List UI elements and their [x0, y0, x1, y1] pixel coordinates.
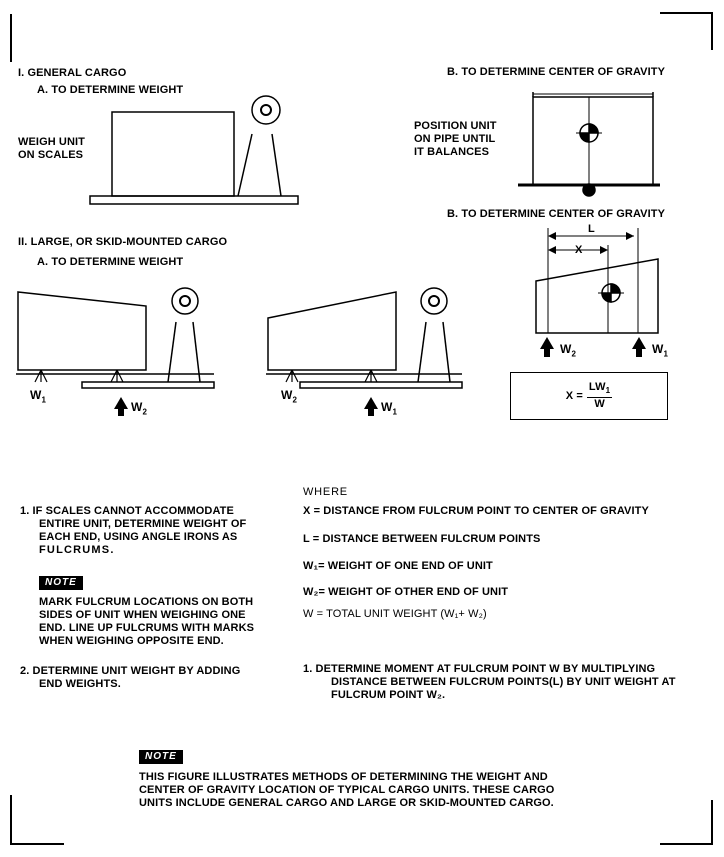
skid-cargo-cog-subheading: B. TO DETERMINE CENTER OF GRAVITY [447, 208, 666, 220]
step1-line2: ENTIRE UNIT, DETERMINE WEIGHT OF [39, 518, 247, 530]
general-cargo-cog-figure [518, 92, 660, 196]
weigh-unit-label-line2: ON SCALES [18, 149, 84, 161]
general-cargo-heading: I. GENERAL CARGO [18, 67, 127, 79]
w-definition: W = TOTAL UNIT WEIGHT (W₁+ W₂) [303, 608, 487, 620]
bottom-note-line1: THIS FIGURE ILLUSTRATES METHODS OF DETERMINING THE WEIGHT AND [139, 771, 548, 783]
w2-label-left-figure: $W_2$ [131, 400, 147, 417]
note1-line4: WHEN WEIGHING OPPOSITE END. [39, 635, 224, 647]
w1-label-cog-figure: $W_1$ [652, 342, 668, 359]
w2-label-cog-figure: $W_2$ [560, 342, 576, 359]
note-badge-2: NOTE [139, 750, 183, 764]
formula-fraction [587, 381, 612, 411]
position-unit-label-line3: IT BALANCES [414, 146, 490, 158]
bottom-note-line2: CENTER OF GRAVITY LOCATION OF TYPICAL CARGO UNITS. THESE CARGO [139, 784, 555, 796]
cog-formula-box [510, 372, 668, 420]
general-cargo-cog-subheading: B. TO DETERMINE CENTER OF GRAVITY [447, 66, 666, 78]
w1-definition: W₁= WEIGHT OF ONE END OF UNIT [303, 560, 493, 572]
dimension-X-label: X [575, 244, 583, 256]
step1-line3: EACH END, USING ANGLE IRONS AS [39, 531, 238, 543]
position-unit-label-line1: POSITION UNIT [414, 120, 497, 132]
moment-line2: DISTANCE BETWEEN FULCRUM POINTS(L) BY UNIT WEIGHT AT [331, 676, 676, 688]
w2-label-right-figure: $W_2$ [281, 388, 297, 405]
skid-cargo-weight-subheading: A. TO DETERMINE WEIGHT [37, 256, 184, 268]
weigh-unit-label-line1: WEIGH UNIT [18, 136, 85, 148]
formula-numerator: $LW_1$ [587, 381, 612, 398]
step2-line2: END WEIGHTS. [39, 678, 121, 690]
step2-line1: 2. DETERMINE UNIT WEIGHT BY ADDING [20, 665, 241, 677]
w1-label-left-figure: $W_1$ [30, 388, 46, 405]
step1-line4: FULCRUMS. [39, 544, 115, 556]
w1-label-right-figure: $W_1$ [381, 400, 397, 417]
position-unit-label-line2: ON PIPE UNTIL [414, 133, 496, 145]
moment-line3: FULCRUM POINT W₂. [331, 689, 446, 701]
skid-cargo-weigh-left-figure [16, 288, 214, 388]
skid-cargo-weigh-right-figure [266, 288, 462, 388]
note-badge-1: NOTE [39, 576, 83, 590]
note1-line2: SIDES OF UNIT WHEN WEIGHING ONE [39, 609, 246, 621]
formula-denominator: W [594, 398, 605, 411]
bottom-note-line3: UNITS INCLUDE GENERAL CARGO AND LARGE OR SKID-MOUNTED CARGO. [139, 797, 554, 809]
dimension-L-label: L [588, 223, 595, 235]
general-cargo-weigh-figure [90, 96, 298, 204]
x-definition: X = DISTANCE FROM FULCRUM POINT TO CENTER OF GRAVITY [303, 505, 649, 517]
note1-line1: MARK FULCRUM LOCATIONS ON BOTH [39, 596, 254, 608]
skid-cargo-heading: II. LARGE, OR SKID-MOUNTED CARGO [18, 236, 228, 248]
where-title: WHERE [303, 486, 348, 498]
l-definition: L = DISTANCE BETWEEN FULCRUM POINTS [303, 533, 541, 545]
moment-line1: 1. DETERMINE MOMENT AT FULCRUM POINT W BY MULTIPLYING [303, 663, 656, 675]
note1-line3: END. LINE UP FULCRUMS WITH MARKS [39, 622, 255, 634]
step1-line1: 1. IF SCALES CANNOT ACCOMMODATE [20, 505, 234, 517]
formula-lhs: X = [565, 389, 583, 402]
skid-cargo-cog-figure [536, 228, 658, 333]
general-cargo-weight-subheading: A. TO DETERMINE WEIGHT [37, 84, 184, 96]
w2-definition: W₂= WEIGHT OF OTHER END OF UNIT [303, 586, 509, 598]
